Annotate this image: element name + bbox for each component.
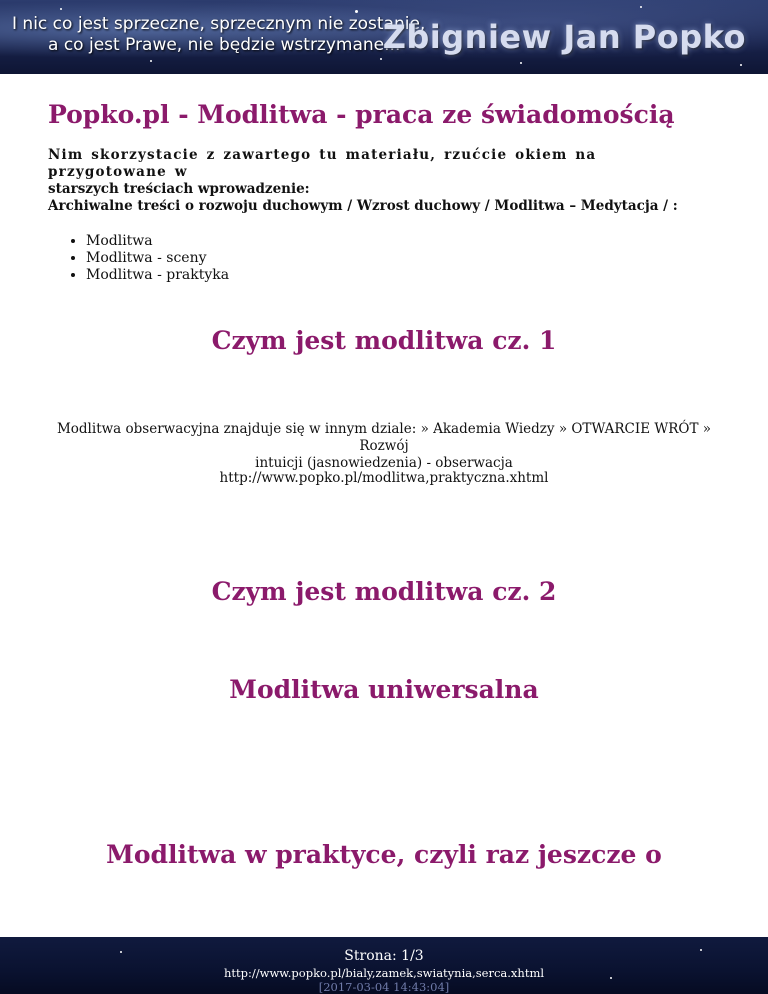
banner-author: Zbigniew Jan Popko: [382, 18, 746, 56]
main-content: [48, 100, 720, 284]
link-item[interactable]: • Modlitwa - sceny: [86, 250, 720, 267]
paragraph-line: intuicji (jasnowiedzenia) - obserwacja: [255, 455, 513, 471]
section-paragraph: [48, 421, 720, 472]
star-decoration: [740, 64, 742, 66]
intro-line: starszych treściach wprowadzenie:: [48, 181, 310, 197]
page-number: Strona: 1/3: [344, 948, 424, 964]
link-item[interactable]: • Modlitwa - praktyka: [86, 267, 720, 284]
star-decoration: [640, 6, 642, 8]
link-item[interactable]: • Modlitwa: [86, 233, 720, 250]
motto-line: a co jest Prawe, nie będzie wstrzymane...: [48, 35, 401, 55]
star-decoration: [380, 58, 382, 60]
section-heading: Czym jest modlitwa cz. 1: [211, 326, 557, 355]
star-decoration: [520, 62, 522, 64]
star-decoration: [355, 10, 358, 13]
link-list: [48, 233, 720, 284]
page-footer: [0, 937, 768, 994]
section-heading: Modlitwa uniwersalna: [229, 675, 539, 704]
section-url: http://www.popko.pl/modlitwa,praktyczna.xhtml: [219, 470, 549, 486]
intro-paragraph: [48, 147, 720, 215]
paragraph-line: Modlitwa obserwacyjna znajduje się w innym dziale: » Akademia Wiedzy » OTWARCIE WRÓT » Rozwój: [56, 421, 712, 454]
star-decoration: [150, 60, 152, 62]
motto-line: I nic co jest sprzeczne, sprzecznym nie zostanie,: [12, 14, 426, 34]
banner-motto: [12, 14, 425, 56]
header-banner: [0, 0, 768, 74]
intro-line: Nim skorzystacie z zawartego tu materiału, rzućcie okiem na przygotowane w: [48, 147, 597, 180]
section-heading: Czym jest modlitwa cz. 2: [211, 577, 557, 606]
page-title: Popko.pl - Modlitwa - praca ze świadomością: [48, 100, 675, 129]
star-decoration: [60, 8, 62, 10]
footer-timestamp: [2017-03-04 14:43:04]: [318, 980, 450, 994]
footer-source-url: http://www.popko.pl/bialy,zamek,swiatynia,serca.xhtml: [223, 966, 545, 980]
intro-archive-link[interactable]: Archiwalne treści o rozwoju duchowym / Wzrost duchowy / Modlitwa – Medytacja / :: [48, 198, 678, 214]
section-heading: Modlitwa w praktyce, czyli raz jeszcze o: [106, 840, 662, 869]
